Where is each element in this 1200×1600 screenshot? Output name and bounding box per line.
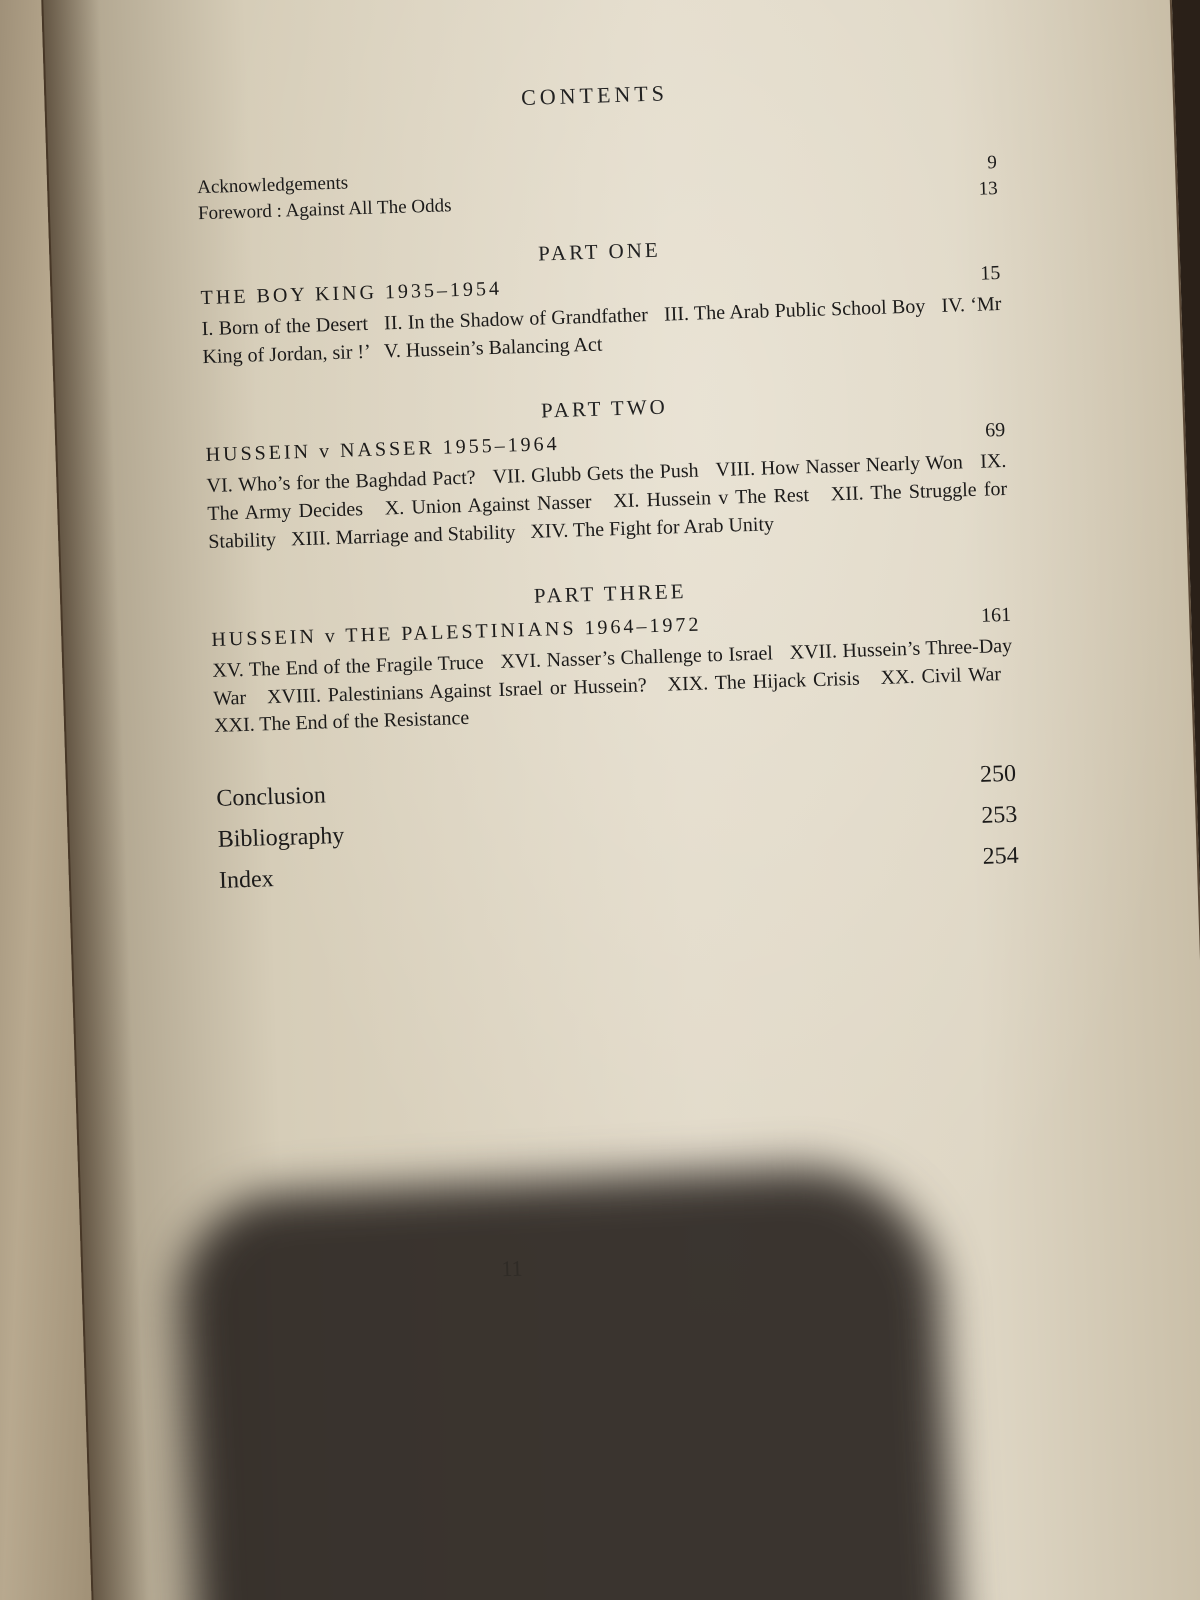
part-title: THE BOY KING 1935–1954 — [200, 277, 503, 310]
hand-shadow — [174, 1161, 958, 1600]
chapter-entry: X. Union Against Nasser — [384, 491, 592, 520]
chapter-entry: XVIII. Palestinians Against Israel or Hussein? — [266, 674, 648, 709]
chapter-list — [212, 633, 1014, 741]
chapter-entry: XIII. Marriage and Stability — [290, 521, 516, 551]
chapter-entry: VII. Glubb Gets the Push — [492, 460, 699, 489]
toc-entry-page: 250 — [979, 760, 1017, 788]
contents-block — [194, 70, 1019, 901]
page-number: 11 — [500, 1255, 523, 1282]
part-page: 161 — [980, 604, 1012, 628]
contents-title: CONTENTS — [520, 80, 669, 110]
part-title: HUSSEIN v NASSER 1955–1964 — [205, 433, 560, 467]
back-matter-list — [216, 754, 1019, 901]
chapter-entry: VIII. How Nasser Nearly Won — [715, 451, 964, 482]
toc-entry-page: 9 — [987, 152, 998, 174]
chapter-entry: IV. ‘Mr King of Jordan, sir !’ — [202, 293, 1002, 368]
chapter-list — [206, 448, 1008, 556]
chapter-entry: XXI. The End of the Resistance — [213, 707, 470, 738]
chapter-entry: XVII. Hussein’s Three-Day War — [212, 635, 1013, 710]
part-heading: PART TWO — [540, 394, 669, 423]
part-one — [199, 227, 1002, 371]
toc-entry-label: Bibliography — [217, 822, 345, 853]
chapter-entry: XIV. The Fight for Arab Unity — [530, 512, 775, 543]
part-heading: PART ONE — [537, 237, 662, 266]
toc-entry-label: Index — [218, 865, 275, 894]
chapter-entry: III. The Arab Public School Boy — [663, 295, 926, 326]
part-page: 69 — [984, 419, 1006, 443]
chapter-entry: XII. The Struggle for Stability — [208, 477, 1008, 553]
part-three — [210, 569, 1014, 741]
toc-entry-label: Foreword : Against All The Odds — [197, 194, 452, 224]
chapter-entry: XX. Civil War — [880, 663, 1002, 689]
part-page: 15 — [979, 262, 1001, 285]
book-page — [40, 0, 1200, 1600]
chapter-entry: XV. The End of the Fragile Truce — [212, 651, 484, 683]
chapter-entry: II. In the Shadow of Grandfather — [383, 304, 649, 335]
chapter-entry: I. Born of the Desert — [201, 313, 369, 341]
chapter-entry: VI. Who’s for the Baghdad Pact? — [206, 467, 476, 498]
chapter-entry: V. Hussein’s Balancing Act — [383, 333, 603, 363]
toc-entry-label: Acknowledgements — [196, 172, 349, 199]
front-matter-list — [197, 150, 998, 226]
toc-entry-page: 254 — [982, 842, 1020, 870]
toc-entry-page: 253 — [980, 801, 1018, 829]
part-two — [204, 384, 1008, 556]
chapter-entry: XVI. Nasser’s Challenge to Israel — [500, 642, 774, 674]
chapter-entry: XI. Hussein v The Rest — [612, 484, 810, 513]
chapter-entry: IX. The Army Decides — [207, 450, 1007, 526]
chapter-entry: XIX. The Hijack Crisis — [667, 667, 861, 696]
part-heading: PART THREE — [533, 579, 687, 609]
toc-entry-label: Conclusion — [216, 782, 327, 812]
toc-entry-page: 13 — [978, 177, 998, 200]
part-title: HUSSEIN v THE PALESTINIANS 1964–1972 — [211, 613, 702, 652]
